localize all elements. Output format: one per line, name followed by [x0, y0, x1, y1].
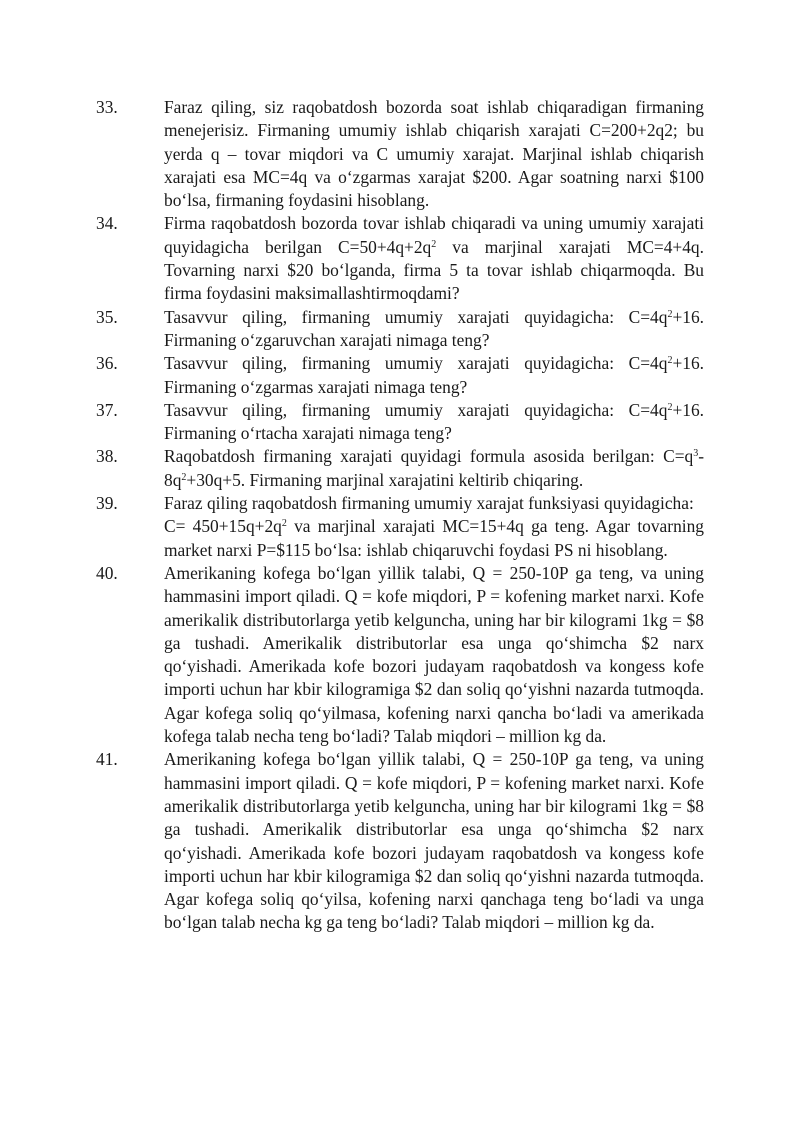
problem-33	[96, 96, 704, 212]
problem-number: 36.	[96, 353, 118, 374]
problem-number: 39.	[96, 493, 118, 514]
text-run: va marjinal xarajati MC=15+4q ga teng. Agar tovarning market narxi P=$115 bo‘lsa: ishlab chiqaruvchi foydasi PS ni hisoblang.	[164, 516, 704, 560]
problem-number: 41.	[96, 749, 118, 770]
text-run: C= 450+15q+2q	[164, 516, 282, 537]
problem-text	[164, 445, 704, 492]
problem-36	[96, 352, 704, 399]
text-run: +16. Firmaning o‘rtacha xarajati nimaga teng?	[164, 399, 704, 444]
problem-text	[164, 492, 704, 562]
problem-text: Amerikaning kofega bo‘lgan yillik talabi, Q = 250-10P ga teng, va uning hammasini import qiladi. Q = kofe miqdori, P = kofening market narxi. Kofe amerikalik distributorlarga yetib kelguncha, uning har bir kilogrami 1kg = $8 ga tushadi. Amerikalik distributorlar esa unga qo‘shimcha $2 narx qo‘yishadi. Amerikada kofe bozori judayam raqobatdosh va kongess kofe importi uchun har kbir kilogramiga $2 dan soliq qo‘yishni nazarda tutmoqda. Agar kofega soliq qo‘yilmasa, kofening narxi qancha bo‘ladi va amerikada kofega talab necha teng bo‘ladi? Talab miqdori – million kg da.	[164, 562, 704, 747]
text-run: va marjinal xarajati MC=4+4q. Tovarning narxi $20 bo‘lganda, firma 5 ta tovar ishlab chiqarmoqda. Bu firma foydasini maksimallashtirmoqdami?	[164, 236, 704, 304]
problem-text	[164, 399, 704, 446]
problem-number: 40.	[96, 562, 118, 583]
text-paragraph	[164, 515, 704, 562]
problem-38	[96, 445, 704, 492]
superscript: 2	[667, 401, 673, 413]
text-run: +16. Firmaning o‘zgaruvchan xarajati nimaga teng?	[164, 306, 704, 350]
superscript: 2	[281, 518, 287, 530]
problem-39	[96, 492, 704, 562]
problem-text	[164, 306, 704, 353]
text-run: Tasavvur qiling, firmaning umumiy xarajati quyidagicha: C=4q	[164, 306, 668, 327]
problem-number: 37.	[96, 399, 118, 420]
text-run: Firma raqobatdosh bozorda tovar ishlab chiqaradi va uning umumiy xarajati quyidagicha berilgan C=50+4q+2q	[164, 213, 704, 257]
problem-number: 35.	[96, 306, 118, 327]
problem-40	[96, 562, 704, 748]
problem-number: 33.	[96, 97, 118, 117]
problem-41	[96, 748, 704, 934]
text-run: Raqobatdosh firmaning xarajati quyidagi formula asosida berilgan: C=q	[164, 446, 694, 467]
superscript: 2	[667, 355, 673, 367]
superscript: 3	[693, 448, 699, 460]
text-run: Tasavvur qiling, firmaning umumiy xarajati quyidagicha: C=4q	[164, 399, 668, 420]
problem-35	[96, 306, 704, 353]
problem-text: Faraz qiling, siz raqobatdosh bozorda soat ishlab chiqaradigan firmaning menejerisiz. Firmaning umumiy ishlab chiqarish xarajati C=200+2q2; bu yerda q – tovar miqdori va C umumiy xarajat. Marjinal ishlab chiqarish xarajati esa MC=4q va o‘zgarmas xarajat $200. Agar soatning narxi $100 bo‘lsa, firmaning foydasini hisoblang.	[164, 97, 704, 211]
text-run: +16. Firmaning o‘zgarmas xarajati nimaga teng?	[164, 353, 704, 397]
problem-number: 38.	[96, 446, 118, 467]
problem-text: Amerikaning kofega bo‘lgan yillik talabi, Q = 250-10P ga teng, va uning hammasini import qiladi. Q = kofe miqdori, P = kofening market narxi. Kofe amerikalik distributorlarga yetib kelguncha, uning har bir kilogrami 1kg = $8 ga tushadi. Amerikalik distributorlar esa unga qo‘shimcha $2 narx qo‘yishadi. Amerikada kofe bozori judayam raqobatdosh va kongess kofe importi uchun har kbir kilogramiga $2 dan soliq qo‘yishni nazarda tutmoqda. Agar kofega soliq qo‘yilsa, kofening narxi qanchaga teng bo‘ladi va unga bo‘lgan talab necha kg ga teng bo‘ladi? Talab miqdori – million kg da.	[164, 749, 704, 933]
problem-text	[164, 212, 704, 305]
superscript: 2	[181, 471, 187, 483]
text-run: +30q+5. Firmaning marjinal xarajatini keltirib chiqaring.	[186, 469, 584, 490]
problem-number: 34.	[96, 213, 118, 234]
text-paragraph: Faraz qiling raqobatdosh firmaning umumiy xarajat funksiyasi quyidagicha:	[164, 493, 694, 514]
text-run: Tasavvur qiling, firmaning umumiy xarajati quyidagicha: C=4q	[164, 353, 668, 374]
problem-text	[164, 352, 704, 399]
superscript: 2	[667, 308, 673, 320]
text-run: -8q	[164, 446, 704, 490]
superscript: 2	[431, 238, 437, 250]
problem-34	[96, 212, 704, 305]
problem-37	[96, 399, 704, 446]
